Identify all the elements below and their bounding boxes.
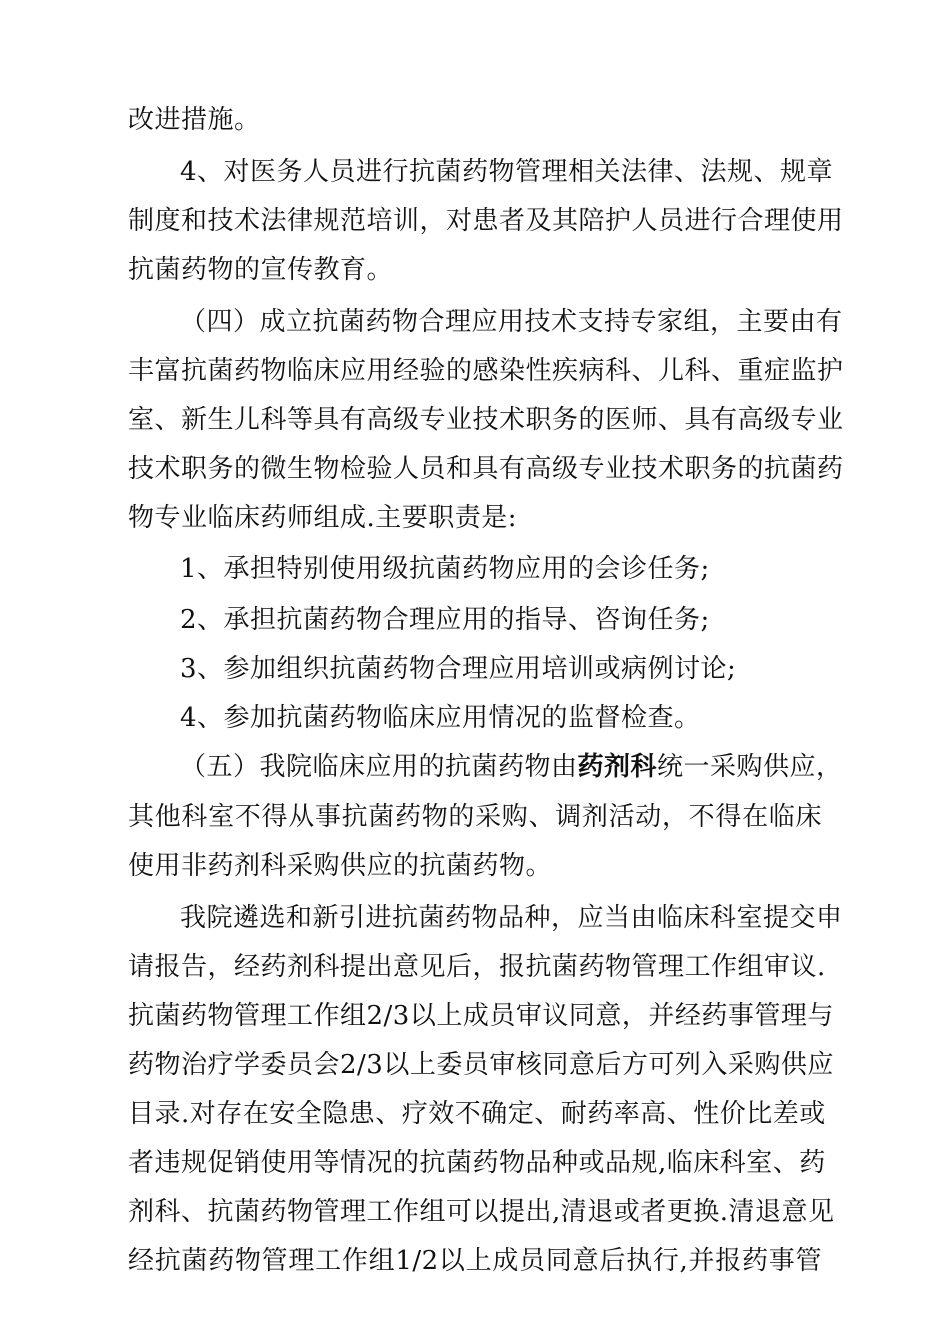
text-line: 其他科室不得从事抗菌药物的采购、调剂活动，不得在临床 bbox=[128, 802, 822, 832]
text-line: 使用非药剂科采购供应的抗菌药物。 bbox=[128, 851, 553, 881]
text-line: 3、参加组织抗菌药物合理应用培训或病例讨论; bbox=[180, 654, 737, 684]
text-line: 制度和技术法律规范培训，对患者及其陪护人员进行合理使用 bbox=[128, 206, 844, 236]
emphasis-department: 药剂科 bbox=[577, 752, 658, 782]
text-line: 剂科、抗菌药物管理工作组可以提出,清退或者更换.清退意见 bbox=[128, 1197, 835, 1227]
text-line-with-emphasis bbox=[180, 747, 843, 787]
text-line: 4、参加抗菌药物临床应用情况的监督检查。 bbox=[180, 703, 701, 733]
text-line: 抗菌药物管理工作组2/3以上成员审议同意，并经药事管理与 bbox=[128, 1001, 834, 1031]
text-line: 2、承担抗菌药物合理应用的指导、咨询任务; bbox=[180, 605, 710, 635]
text-segment: （五）我院临床应用的抗菌药物由 bbox=[180, 752, 578, 782]
text-segment: 统一采购供应， bbox=[657, 752, 843, 782]
text-line: 改进措施。 bbox=[128, 105, 261, 135]
text-line: 药物治疗学委员会2/3以上委员审核同意后方可列入采购供应 bbox=[128, 1050, 834, 1080]
text-line: 室、新生儿科等具有高级专业技术职务的医师、具有高级专业 bbox=[128, 405, 844, 435]
text-line: 经抗菌药物管理工作组1/2以上成员同意后执行,并报药事管 bbox=[128, 1246, 822, 1276]
text-line: 请报告，经药剂科提出意见后，报抗菌药物管理工作组审议. bbox=[128, 952, 826, 982]
text-line: 目录.对存在安全隐患、疗效不确定、耐药率高、性价比差或 bbox=[128, 1099, 826, 1129]
text-line: （四）成立抗菌药物合理应用技术支持专家组，主要由有 bbox=[180, 307, 843, 337]
text-line: 抗菌药物的宣传教育。 bbox=[128, 255, 394, 285]
text-line: 1、承担特别使用级抗菌药物应用的会诊任务; bbox=[180, 554, 710, 584]
text-line: 丰富抗菌药物临床应用经验的感染性疾病科、儿科、重症监护 bbox=[128, 356, 844, 386]
text-line: 4、对医务人员进行抗菌药物管理相关法律、法规、规章 bbox=[180, 157, 834, 187]
text-line: 物专业临床药师组成.主要职责是: bbox=[128, 503, 518, 533]
text-line: 我院遴选和新引进抗菌药物品种，应当由临床科室提交申 bbox=[180, 903, 843, 933]
text-line: 者违规促销使用等情况的抗菌药物品种或品规,临床科室、药 bbox=[128, 1148, 826, 1178]
text-line: 技术职务的微生物检验人员和具有高级专业技术职务的抗菌药 bbox=[128, 454, 844, 484]
